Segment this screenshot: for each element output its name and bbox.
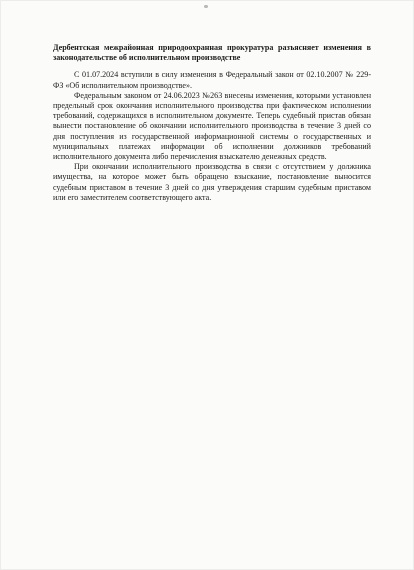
document-heading: Дербентская межрайонная природоохранная прокуратура разъясняет изменения в законодательстве об исполнительном производстве	[53, 43, 371, 63]
document-body	[53, 43, 371, 203]
paragraph-2: Федеральным законом от 24.06.2023 №263 внесены изменения, которыми установлен предельный срок окончания исполнительного производства при фактическом исполнении требований, содержащихся в исполнительном документе. Теперь судебный пристав обязан вынести постановление об окончании исполнительного производства в течение 3 дней со дня поступления из государственной информационной системы о государственных и муниципальных платежах информации об исполнении должников требований исполнительного документа либо перечисления взыскателю денежных средств.	[53, 90, 371, 162]
paragraph-3: При окончании исполнительного производства в связи с отсутствием у должника имущества, на которое может быть обращено взыскание, постановление выносится судебным приставом в течение 3 дней со дня утверждения старшим судебным приставом или его заместителем соответствующего акта.	[53, 162, 371, 202]
paragraph-1: С 01.07.2024 вступили в силу изменения в Федеральный закон от 02.10.2007 № 229-ФЗ «Об исполнительном производстве».	[53, 70, 371, 90]
scan-mark	[204, 5, 208, 8]
